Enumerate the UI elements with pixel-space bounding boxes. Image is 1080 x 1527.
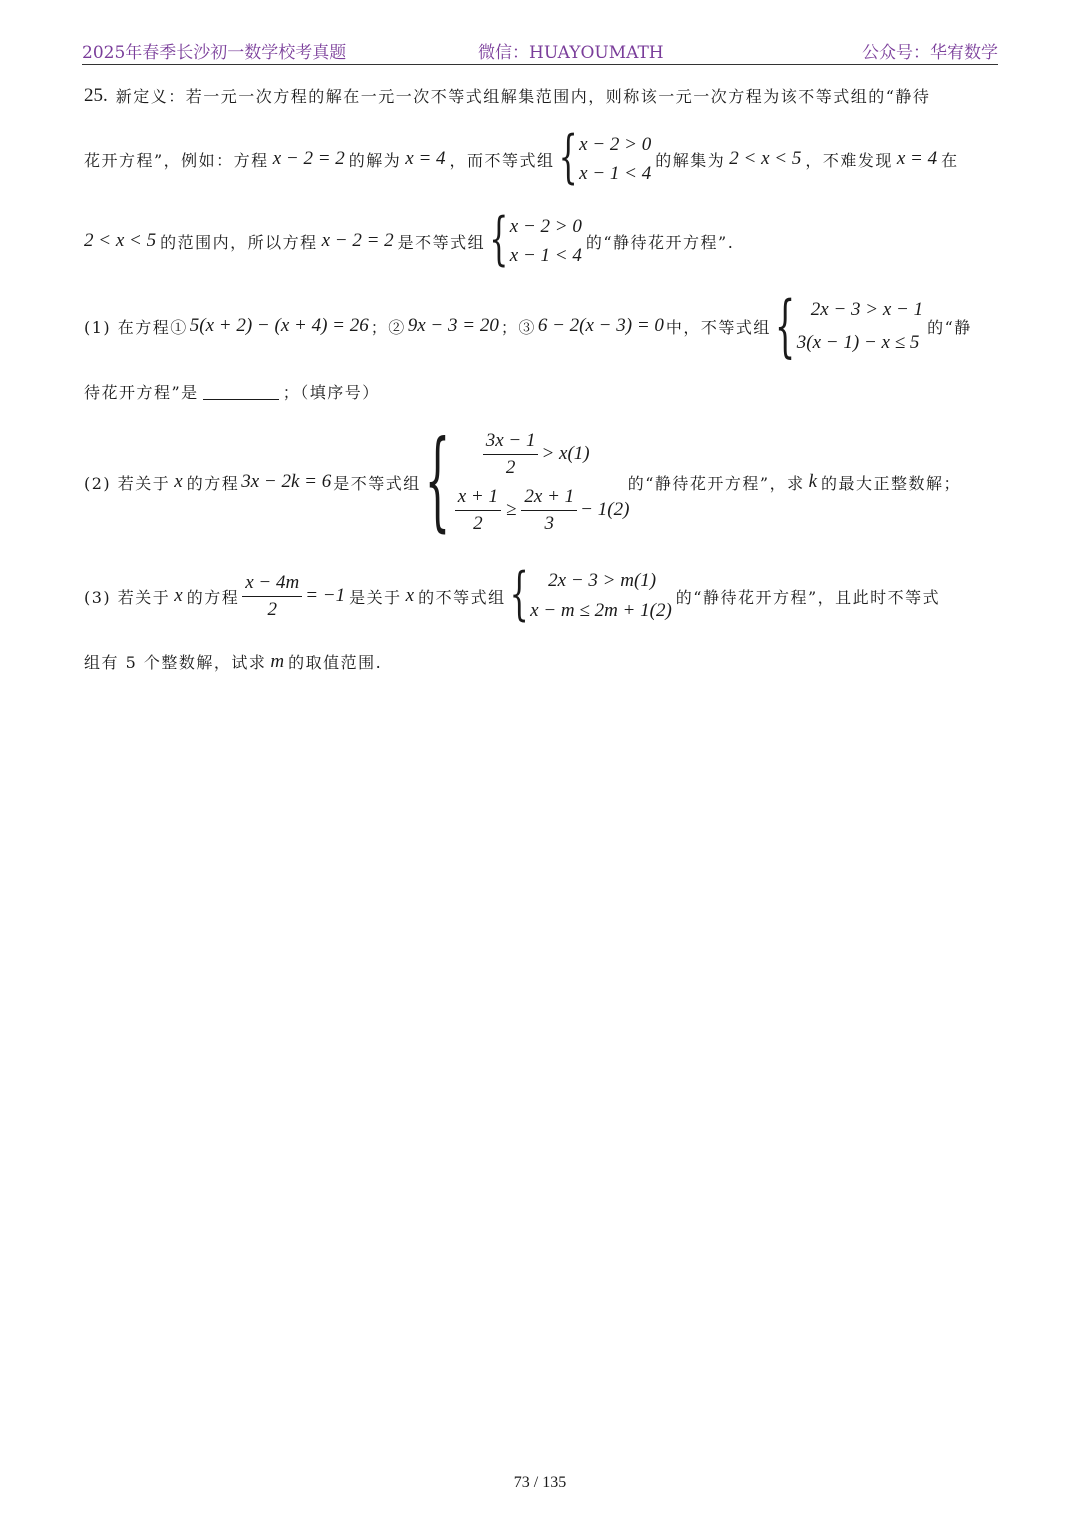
q2-variable-k: k: [808, 471, 818, 492]
numerator: x − 4m: [242, 572, 302, 597]
q3-variable-m: m: [270, 650, 285, 672]
system-row: x − 1 < 4: [579, 162, 652, 184]
intro-text-2b: 的解为: [348, 150, 402, 170]
q2-text-d: 的“静待花开方程”，求: [627, 473, 805, 493]
page-header: [82, 38, 998, 65]
example-solution-ref: x = 4: [896, 148, 938, 169]
intro-text-3b: 是不等式组: [397, 232, 486, 252]
intro-text-2e: ，不难发现: [805, 150, 893, 170]
example-solution: x = 4: [405, 148, 446, 169]
q2-label: (2) 若关于: [84, 473, 171, 493]
q1-equation-3: 6 − 2(x − 3) = 0: [537, 315, 664, 336]
example-range-ref: 2 < x < 5: [84, 230, 157, 251]
intro-text-2d: 的解集为: [655, 150, 726, 170]
intro-text-2c: ，而不等式组: [449, 150, 555, 170]
fraction: [521, 486, 577, 535]
left-brace: {: [489, 206, 510, 274]
q1-label: (1) 在方程①: [84, 317, 188, 337]
system-row: x − 2 > 0: [579, 133, 652, 155]
answer-blank: [203, 383, 279, 400]
q1-equation-2: 9x − 3 = 20: [407, 315, 499, 336]
example-range: 2 < x < 5: [729, 148, 802, 169]
question-3-line-1: [84, 561, 941, 629]
denominator: 2: [267, 598, 277, 620]
page-number: 73 / 135: [513, 1474, 567, 1491]
denominator: 2: [505, 456, 516, 478]
system-row: x − 1 < 4: [509, 244, 582, 266]
problem-intro-line-2: [84, 124, 959, 192]
example-inequality-system-ref: [489, 206, 582, 274]
system-row: [452, 485, 630, 535]
system-row: 2x − 3 > m(1): [548, 570, 657, 591]
q3-variable-x-ref: x: [405, 585, 415, 606]
q1-text-c: 的“静: [927, 317, 972, 337]
system-row: [452, 430, 624, 479]
q3-equation-tail: = −1: [305, 585, 346, 606]
numerator: x + 1: [455, 486, 501, 511]
q2-variable-x: x: [174, 471, 183, 492]
ge-sign: ≥: [505, 499, 517, 520]
q3-fraction: [242, 572, 302, 621]
q1-text-d: 待花开方程”是: [84, 383, 199, 402]
q3-variable-x: x: [174, 585, 183, 606]
fraction: [455, 486, 501, 535]
intro-text-3a: 的范围内，所以方程: [160, 232, 318, 252]
row-tail: − 1(2): [580, 499, 630, 520]
numerator: 2x + 1: [521, 486, 577, 511]
q3-text-e: 的“静待花开方程”，且此时不等式: [675, 587, 941, 607]
example-equation-ref: x − 2 = 2: [321, 230, 394, 251]
q2-text-b: 的方程: [186, 473, 240, 493]
q1-equation-1: 5(x + 2) − (x + 4) = 26: [189, 315, 369, 336]
intro-text-1: 新定义：若一元一次方程的解在一元一次不等式组解集范围内，则称该一元一次方程为该不等式组的“静待: [115, 87, 931, 106]
row-tail: > x(1): [541, 443, 590, 464]
q3-inequality-system: [509, 561, 672, 629]
problem-intro-line-1: [84, 84, 930, 107]
left-brace: {: [424, 419, 452, 545]
question-3-line-2: [84, 650, 382, 673]
intro-text-2a: 花开方程”，例如：方程: [84, 150, 269, 170]
header-title: 2025年春季长沙初一数学校考真题: [82, 43, 347, 63]
question-1-line-2: [84, 380, 380, 403]
intro-text-2f: 在: [941, 150, 959, 170]
q1-text-e: ；（填序号）: [282, 383, 380, 402]
system-row: x − m ≤ 2m + 1(2): [530, 600, 672, 621]
fraction: [483, 430, 539, 479]
problem-number: 25.: [84, 84, 108, 106]
q3-text-b: 的方程: [186, 587, 240, 607]
q1-sep-2: ；③: [500, 317, 536, 337]
question-1-line-1: [84, 286, 972, 366]
header-account: 公众号：华宥数学: [862, 43, 998, 63]
q2-inequality-system: [424, 419, 630, 545]
q2-equation: 3x − 2k = 6: [241, 471, 332, 492]
denominator: 3: [544, 512, 555, 534]
q2-text-c: 是不等式组: [333, 473, 421, 493]
intro-text-3c: 的“静待花开方程”.: [585, 232, 735, 252]
q3-text-d: 的不等式组: [418, 587, 506, 607]
left-brace: {: [509, 561, 531, 629]
denominator: 2: [473, 512, 483, 534]
q2-text-e: 的最大正整数解；: [821, 473, 962, 493]
q3-text-g: 的取值范围.: [288, 653, 383, 672]
example-inequality-system: [558, 124, 652, 192]
q1-sep-1: ；②: [370, 317, 406, 337]
q3-label: (3) 若关于: [84, 587, 171, 607]
q1-text-b: 中，不等式组: [665, 317, 771, 337]
system-row: 2x − 3 > x − 1: [810, 298, 924, 320]
left-brace: {: [774, 286, 797, 366]
system-row: 3(x − 1) − x ≤ 5: [796, 331, 920, 353]
question-2-line: [84, 419, 962, 545]
q1-inequality-system: [774, 286, 924, 366]
problem-intro-line-3: [84, 206, 735, 274]
example-equation: x − 2 = 2: [272, 148, 345, 169]
q3-text-f: 组有 5 个整数解，试求: [84, 653, 267, 672]
system-row: x − 2 > 0: [509, 215, 582, 237]
numerator: 3x − 1: [483, 430, 539, 455]
header-wechat: 微信：HUAYOUMATH: [478, 43, 664, 63]
left-brace: {: [558, 124, 580, 192]
q3-text-c: 是关于: [349, 587, 402, 607]
